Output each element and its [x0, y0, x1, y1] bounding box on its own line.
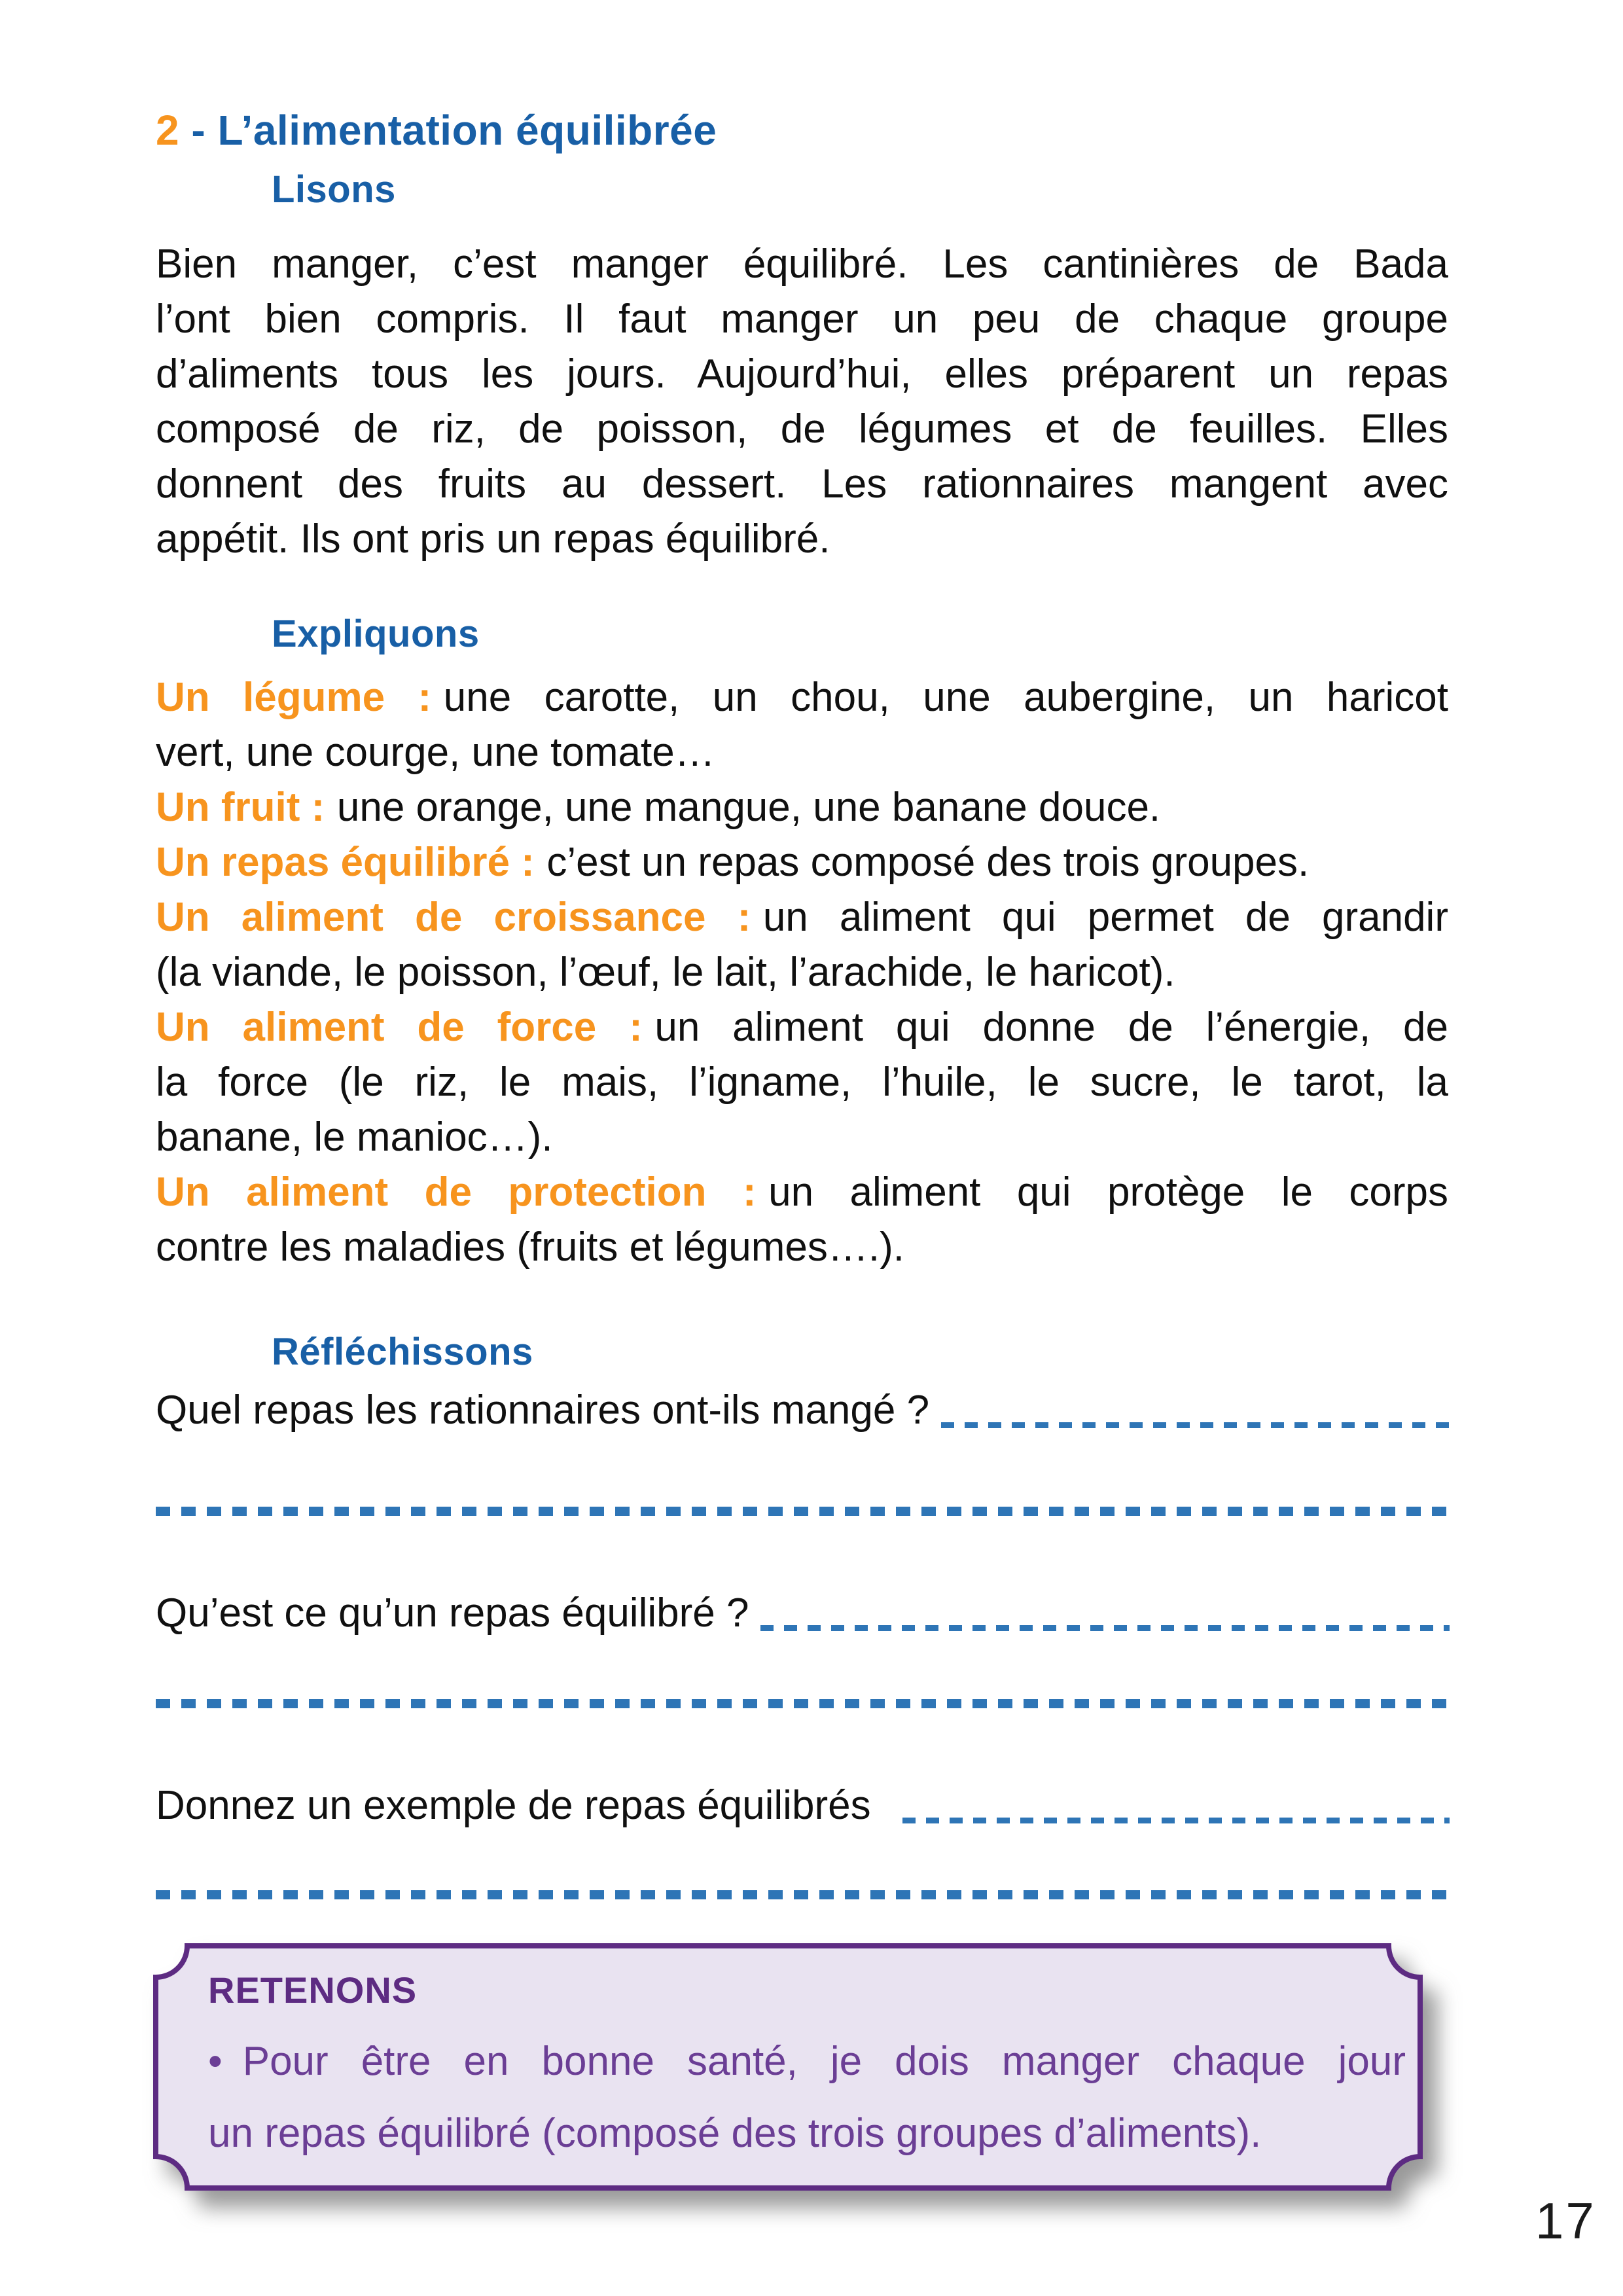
definition-term: Un aliment de protection :: [156, 1170, 757, 1215]
answer-line: [156, 1890, 1450, 1899]
definition-term: Un légume :: [156, 675, 432, 720]
definition-line: [156, 945, 1448, 1000]
definition-text: c’est un repas composé des trois groupes.: [546, 840, 1310, 885]
paragraph-line: d’aliments tous les jours. Aujourd’hui, elles préparent un repas: [156, 351, 1448, 397]
question-row: [156, 1382, 1450, 1439]
answer-dashes: [902, 1818, 1450, 1823]
definition-term: Un repas équilibré :: [156, 840, 535, 885]
definition-text: (la viande, le poisson, l’œuf, le lait, l’arachide, le haricot).: [156, 950, 1175, 995]
answer-line: [156, 1699, 1450, 1708]
question-text: Qu’est ce qu’un repas équilibré ?: [156, 1590, 749, 1636]
title-separator: -: [179, 107, 218, 154]
heading-reflechissons: Réfléchissons: [272, 1331, 533, 1373]
definition-text: une orange, une mangue, une banane douce.: [336, 785, 1161, 830]
retenons-box: [153, 1943, 1423, 2191]
answer-dashes: [941, 1422, 1450, 1428]
paragraph-line: composé de riz, de poisson, de légumes et de feuilles. Elles: [156, 406, 1448, 452]
section-title-text: L’alimentation équilibrée: [217, 107, 717, 154]
definition-line: [156, 1220, 1448, 1275]
definition-text: la force (le riz, le mais, l’igname, l’huile, le sucre, le tarot, la: [156, 1060, 1448, 1105]
question-row: [156, 1585, 1450, 1641]
section-number: 2: [156, 107, 180, 154]
paragraph-line: l’ont bien compris. Il faut manger un peu de chaque groupe: [156, 296, 1448, 342]
definition-line: [156, 670, 1448, 725]
page-number: 17: [1535, 2192, 1596, 2250]
definition-text: vert, une courge, une tomate…: [156, 730, 715, 775]
bullet-icon: •: [208, 2039, 223, 2084]
paragraph-line: appétit. Ils ont pris un repas équilibré.: [156, 516, 830, 562]
question-row: [156, 1778, 1450, 1834]
retenons-line: [208, 2026, 1406, 2098]
definition-text: banane, le manioc…).: [156, 1115, 553, 1160]
definition-text: un aliment qui permet de grandir: [762, 895, 1448, 940]
definition-text: un aliment qui protège le corps: [768, 1170, 1448, 1215]
definition-term: Un aliment de force :: [156, 1005, 643, 1050]
paragraph-line: donnent des fruits au dessert. Les rationnaires mangent avec: [156, 461, 1448, 507]
definition-text: contre les maladies (fruits et légumes….).: [156, 1225, 904, 1270]
definition-line: [156, 890, 1448, 945]
definition-line: [156, 780, 1448, 835]
definition-line: [156, 1165, 1448, 1220]
question-text: Quel repas les rationnaires ont-ils mangé ?: [156, 1388, 930, 1433]
page-title: [156, 106, 717, 154]
definition-line: [156, 725, 1448, 780]
definitions-block: [156, 670, 1448, 1275]
question-text: Donnez un exemple de repas équilibrés: [156, 1783, 871, 1828]
answer-dashes: [760, 1625, 1450, 1631]
retenons-text: Pour être en bonne santé, je dois manger chaque jour: [242, 2039, 1406, 2084]
heading-lisons: Lisons: [272, 168, 396, 211]
definition-line: [156, 835, 1448, 890]
paragraph-line: Bien manger, c’est manger équilibré. Les cantinières de Bada: [156, 242, 1448, 287]
retenons-text: un repas équilibré (composé des trois groupes d’aliments).: [208, 2111, 1262, 2156]
answer-line: [156, 1507, 1450, 1516]
definition-text: un aliment qui donne de l’énergie, de: [654, 1005, 1448, 1050]
retenons-heading: RETENONS: [208, 1969, 418, 2011]
definition-line: [156, 1000, 1448, 1055]
definition-line: [156, 1110, 1448, 1165]
retenons-content: [153, 1943, 1423, 2191]
reading-paragraph: [156, 237, 1448, 567]
definition-term: Un fruit :: [156, 785, 325, 830]
definition-term: Un aliment de croissance :: [156, 895, 751, 940]
definition-text: une carotte, un chou, une aubergine, un haricot: [443, 675, 1448, 720]
retenons-line: [208, 2098, 1406, 2170]
definition-line: [156, 1055, 1448, 1110]
heading-expliquons: Expliquons: [272, 613, 480, 655]
